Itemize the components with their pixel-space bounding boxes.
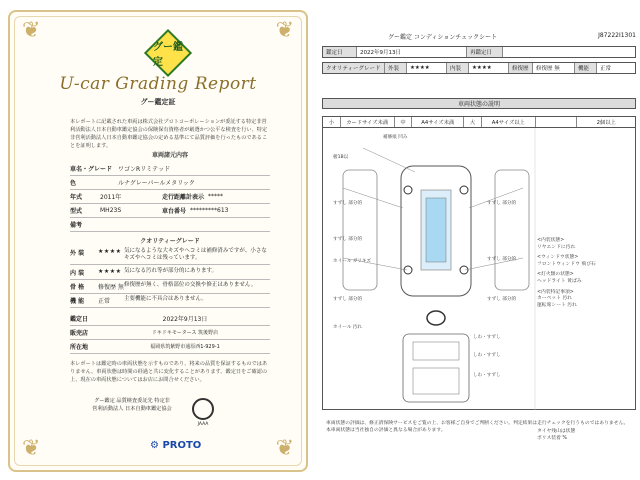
condition-check-sheet bbox=[322, 20, 636, 472]
ornament-icon: ❦ bbox=[22, 436, 41, 461]
proto-logo: ⚙ PROTO bbox=[150, 440, 202, 451]
ornament-icon: ❦ bbox=[22, 18, 41, 43]
date-table: 鑑定日 2022年9月13日 再鑑定日 bbox=[322, 46, 636, 58]
certificate-note: 本レポートは鑑定時の車両状態を示すものであり、将来の品質を保証するものではありません。車両状態は時間の経過と共に変化することがあります。鑑定日をご確認の上、現在の車両状態についてはお店にお問合せください。 bbox=[70, 361, 268, 383]
address-row: 所在地 福岡県筑紫野市通原西1-929-1 bbox=[70, 340, 270, 354]
vehicle-state-title: 車両状態の説明 bbox=[322, 98, 636, 109]
grade-frame-row: 骨 格 修復歴 無 修復歴が無く、骨格部位の交換や修正はありません。 bbox=[70, 282, 270, 294]
damage-size-legend: 小 カードサイズ未満 中 A4サイズ未満 大 A4サイズ以上 2個以上 bbox=[322, 116, 636, 128]
ornament-icon: ❦ bbox=[275, 18, 294, 43]
issuer-text: グー鑑定 品質検査委託先 特定非営利活動法人 日本自動車鑑定協会 bbox=[92, 398, 172, 412]
ornament-icon: ❦ bbox=[275, 436, 294, 461]
quality-section-title: クオリティーグレード bbox=[140, 238, 200, 245]
grade-function-row: 機 能 正常 主要機能に不具合はありません。 bbox=[70, 296, 270, 308]
vehicle-color-row: 色 ルナグレーパールメタリック bbox=[70, 176, 270, 190]
vehicle-remarks-row: 備考 bbox=[70, 218, 270, 232]
sheet-id: J87222I1301 bbox=[598, 32, 636, 39]
sheet-footer: 車両状態の評価は、修正済保険サービスをご覧の上、お客様ご自身でご判断ください。判定結果は走行チェックを行うものではありません。本車両状態は当社独自の評価と異なる場合があります。 bbox=[326, 421, 629, 433]
inspection-date-row: 鑑定日 2022年9月13日 bbox=[70, 312, 270, 326]
vehicle-section-title: 車両諸元内容 bbox=[151, 152, 188, 159]
goo-kantei-logo: グー鑑定 bbox=[144, 29, 192, 77]
jaaa-emblem-icon bbox=[192, 398, 214, 420]
grading-certificate bbox=[8, 10, 308, 472]
grade-interior-row: 内 装 ★★★★ 気になる汚れ等が部分的にあります。 bbox=[70, 268, 270, 280]
sheet-header-title: グー鑑定 コンディションチェックシート bbox=[388, 34, 498, 41]
vehicle-model-row: 型式 MH23S 車台番号 *********613 bbox=[70, 204, 270, 218]
certificate-title: U-car Grading Report bbox=[59, 74, 257, 94]
grade-exterior-row: 外 装 ★★★★ 気になるような大キズやヘコミは補修済みですが、小さなキズやヘコミは残っています。 bbox=[70, 248, 270, 265]
dealer-row: 販売店 ドキドキモータース 筑後野店 bbox=[70, 326, 270, 340]
quality-table: クオリティーグレード 外装 ★★★★ 内装 ★★★★ 修復歴 修復歴 無 機能 正常 bbox=[322, 62, 636, 74]
certificate-intro: 本レポートに記載された車両は株式会社プロトコーポレーションが委託する特定非営利活動法人日本自動車鑑定協会の保険保有資格者が厳選かつ公平な検査を行い、特定非営利活動法人日本自動車鑑定協会の定める基準にて品質評価を行ったものであることを証明します。 bbox=[70, 119, 268, 149]
car-damage-diagram: 補修痕 凹み 板1B以 すずし 部分的 すずし 部分的 すずし 部分的 ホイール ガリキズ すずし 部分的 すずし 部分的 ホイール 汚れ すずし 部分的 しわ・すずし しわ・すずし しわ・すずし <内装状態> リヤエンドに汚れ <ウィンドウ状態> フロントウィンドウ 飛び石 <灯火類の状態> ヘッドライト 黄ばみ <内装特記事項> カーペット 汚れ 運転席シート 汚れ タイヤ残山は状態 ポリス装着 % bbox=[322, 128, 636, 410]
jaaa-label: JAAA bbox=[197, 422, 209, 427]
vehicle-name-row: 車名・グレード ワゴンRリミテッド bbox=[70, 162, 270, 176]
certificate-subtitle: グー鑑定証 bbox=[140, 98, 176, 106]
condition-notes: <内装状態> リヤエンドに汚れ <ウィンドウ状態> フロントウィンドウ 飛び石 <灯火類の状態> ヘッドライト 黄ばみ <内装特記事項> カーペット 汚れ 運転席シート 汚れ タイヤ残山は状態 ポリス装着 % bbox=[537, 238, 596, 441]
vehicle-year-row: 年式 2011年 走行距離計表示 ***** bbox=[70, 190, 270, 204]
